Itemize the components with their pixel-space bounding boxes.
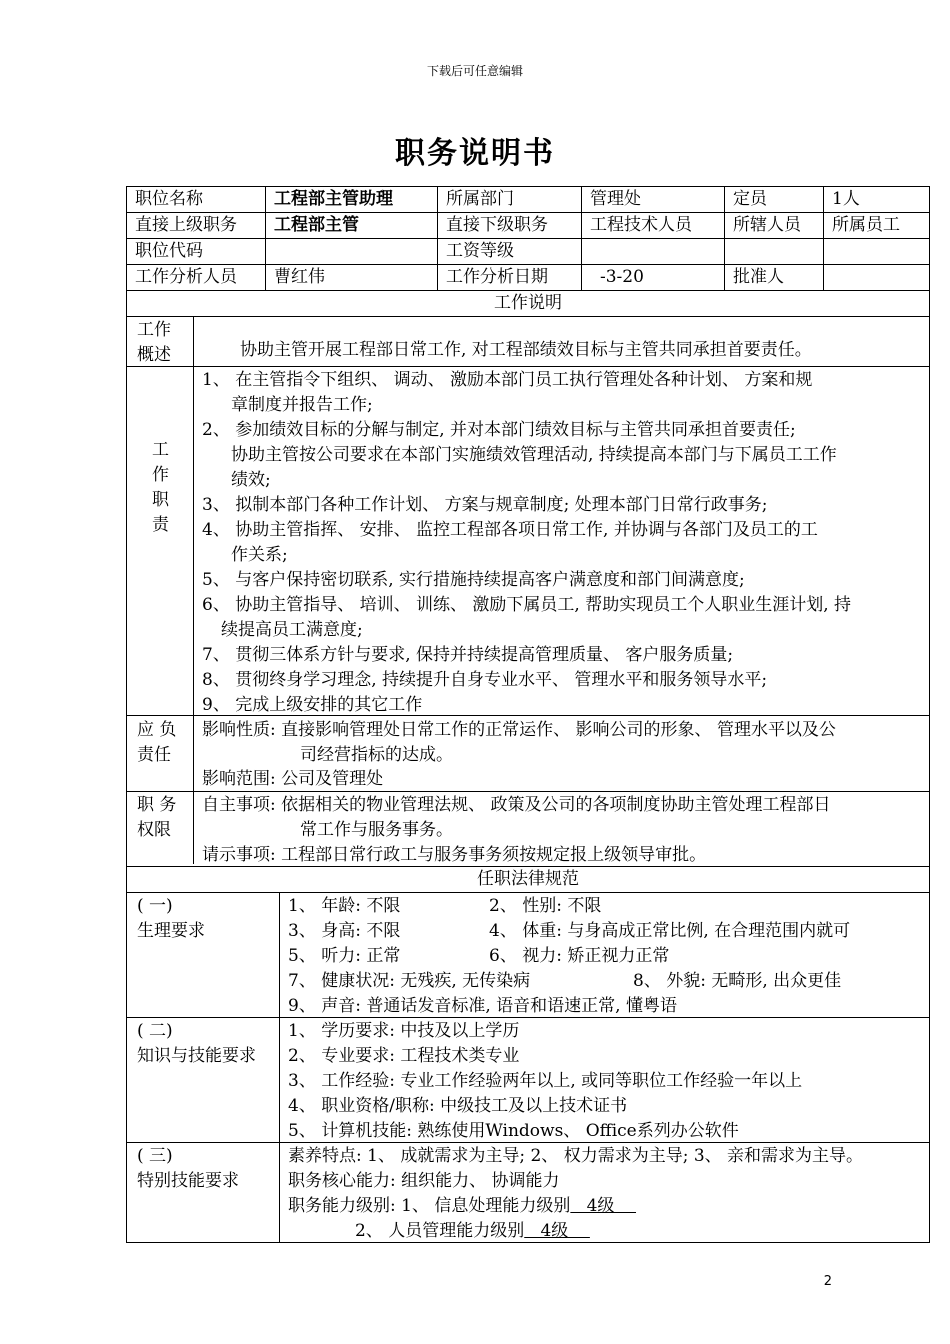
physical-label: ( 一) [137, 896, 173, 916]
ability-level-label: 职务能力级别: 1、 信息处理能力级别 [288, 1196, 571, 1216]
authority-line: 自主事项: 依据相关的物业管理法规、 政策及公司的各项制度协助主管处理工程部日 [202, 795, 831, 815]
ability-level-value: 4级 [524, 1221, 590, 1241]
duties-label: 工 [152, 440, 169, 460]
physical-item: 4、 体重: 与身高成正常比例, 在合理范围内就可 [489, 921, 851, 941]
header-label: 职位名称 [135, 189, 203, 209]
knowledge-item: 1、 学历要求: 中技及以上学历 [288, 1021, 520, 1041]
headcount-value: 1人 [832, 189, 860, 209]
duty-line: 章制度并报告工作; [231, 395, 373, 415]
special-item: 素养特点: 1、 成就需求为主导; 2、 权力需求为主导; 3、 亲和需求为主导。 [288, 1146, 864, 1166]
ability-level-value: 4级 [570, 1196, 637, 1216]
analyst-value: 曹红伟 [274, 267, 325, 287]
special-label: 特别技能要求 [137, 1171, 239, 1191]
section-work-description: 工作说明 [494, 293, 562, 313]
responsibility-line: 司经营指标的达成。 [300, 745, 453, 765]
analysis-date-value: -3-20 [600, 267, 644, 287]
knowledge-item: 5、 计算机技能: 熟练使用Windows、 Office系列办公软件 [288, 1121, 739, 1141]
duty-line: 绩效; [231, 470, 271, 490]
physical-item: 9、 声音: 普通话发音标准, 语音和语速正常, 懂粤语 [288, 996, 677, 1016]
duty-line: 5、 与客户保持密切联系, 实行措施持续提高客户满意度和部门间满意度; [202, 570, 745, 590]
duties-label: 责 [152, 515, 169, 535]
header-label: 所辖人员 [733, 215, 801, 235]
page-number: 2 [823, 1274, 832, 1289]
physical-item: 8、 外貌: 无畸形, 出众更佳 [633, 971, 842, 991]
responsibility-line: 影响性质: 直接影响管理处日常工作的正常运作、 影响公司的形象、 管理水平以及公 [202, 720, 836, 740]
authority-line: 请示事项: 工程部日常行政工与服务事务须按规定报上级领导审批。 [202, 845, 707, 865]
page-title: 职务说明书 [395, 136, 555, 171]
duty-line: 2、 参加绩效目标的分解与制定, 并对本部门绩效目标与主管共同承担首要责任; [202, 420, 796, 440]
duty-line: 1、 在主管指令下组织、 调动、 激励本部门员工执行管理处各种计划、 方案和规 [202, 370, 813, 390]
knowledge-label: ( 二) [137, 1021, 173, 1041]
overview-label: 工作 [137, 320, 171, 340]
subordinate-value: 工程技术人员 [590, 215, 692, 235]
duty-line: 续提高员工满意度; [221, 620, 363, 640]
header-label: 职位代码 [135, 241, 203, 261]
duty-line: 9、 完成上级安排的其它工作 [202, 695, 423, 715]
header-label: 所属部门 [446, 189, 514, 209]
authority-label: 权限 [137, 820, 171, 840]
header-label: 直接下级职务 [446, 215, 548, 235]
responsibility-line: 影响范围: 公司及管理处 [202, 769, 384, 789]
knowledge-item: 3、 工作经验: 专业工作经验两年以上, 或同等职位工作经验一年以上 [288, 1071, 803, 1091]
knowledge-item: 4、 职业资格/职称: 中级技工及以上技术证书 [288, 1096, 628, 1116]
header-label: 工作分析日期 [446, 267, 548, 287]
header-label: 批准人 [733, 267, 784, 287]
duty-line: 作关系; [231, 545, 288, 565]
duty-line: 7、 贯彻三体系方针与要求, 保持并持续提高管理质量、 客户服务质量; [202, 645, 734, 665]
authority-line: 常工作与服务事务。 [300, 820, 453, 840]
header-label: 工作分析人员 [135, 267, 237, 287]
overview-text: 协助主管开展工程部日常工作, 对工程部绩效目标与主管共同承担首要责任。 [240, 340, 812, 360]
knowledge-label: 知识与技能要求 [137, 1046, 256, 1066]
section-requirements: 任职法律规范 [477, 869, 579, 889]
header-label: 定员 [733, 189, 767, 209]
duty-line: 6、 协助主管指导、 培训、 训练、 激励下属员工, 帮助实现员工个人职业生涯计划, 持 [202, 595, 852, 615]
watermark: 下载后可任意编辑 [426, 64, 523, 78]
duty-line: 3、 拟制本部门各种工作计划、 方案与规章制度; 处理本部门日常行政事务; [202, 495, 768, 515]
knowledge-item: 2、 专业要求: 工程技术类专业 [288, 1046, 520, 1066]
position-name-value: 工程部主管助理 [274, 189, 393, 209]
department-value: 管理处 [590, 189, 641, 209]
special-item: 职务核心能力: 组织能力、 协调能力 [288, 1171, 560, 1191]
duties-label: 作 [152, 465, 169, 485]
physical-item: 6、 视力: 矫正视力正常 [489, 946, 670, 966]
staff-value: 所属员工 [832, 215, 900, 235]
duties-label: 职 [152, 490, 169, 510]
special-label: ( 三) [137, 1146, 173, 1166]
duty-line: 协助主管按公司要求在本部门实施绩效管理活动, 持续提高本部门与下属员工工作 [231, 445, 837, 465]
responsibility-label: 责任 [137, 745, 171, 765]
authority-label: 职 务 [137, 795, 177, 815]
physical-label: 生理要求 [137, 921, 205, 941]
physical-item: 3、 身高: 不限 [288, 921, 401, 941]
responsibility-label: 应 负 [137, 720, 177, 740]
ability-level-label: 2、 人员管理能力级别 [355, 1221, 525, 1241]
special-item [288, 1194, 636, 1219]
duty-line: 8、 贯彻终身学习理念, 持续提升自身专业水平、 管理水平和服务领导水平; [202, 670, 768, 690]
physical-item: 7、 健康状况: 无残疾, 无传染病 [288, 971, 531, 991]
duty-line: 4、 协助主管指挥、 安排、 监控工程部各项日常工作, 并协调与各部门及员工的工 [202, 520, 818, 540]
header-label: 直接上级职务 [135, 215, 237, 235]
superior-value: 工程部主管 [274, 215, 359, 235]
overview-label: 概述 [137, 345, 171, 365]
physical-item: 1、 年龄: 不限 [288, 896, 401, 916]
header-label: 工资等级 [446, 241, 514, 261]
physical-item: 2、 性别: 不限 [489, 896, 602, 916]
special-item [355, 1219, 590, 1244]
physical-item: 5、 听力: 正常 [288, 946, 401, 966]
